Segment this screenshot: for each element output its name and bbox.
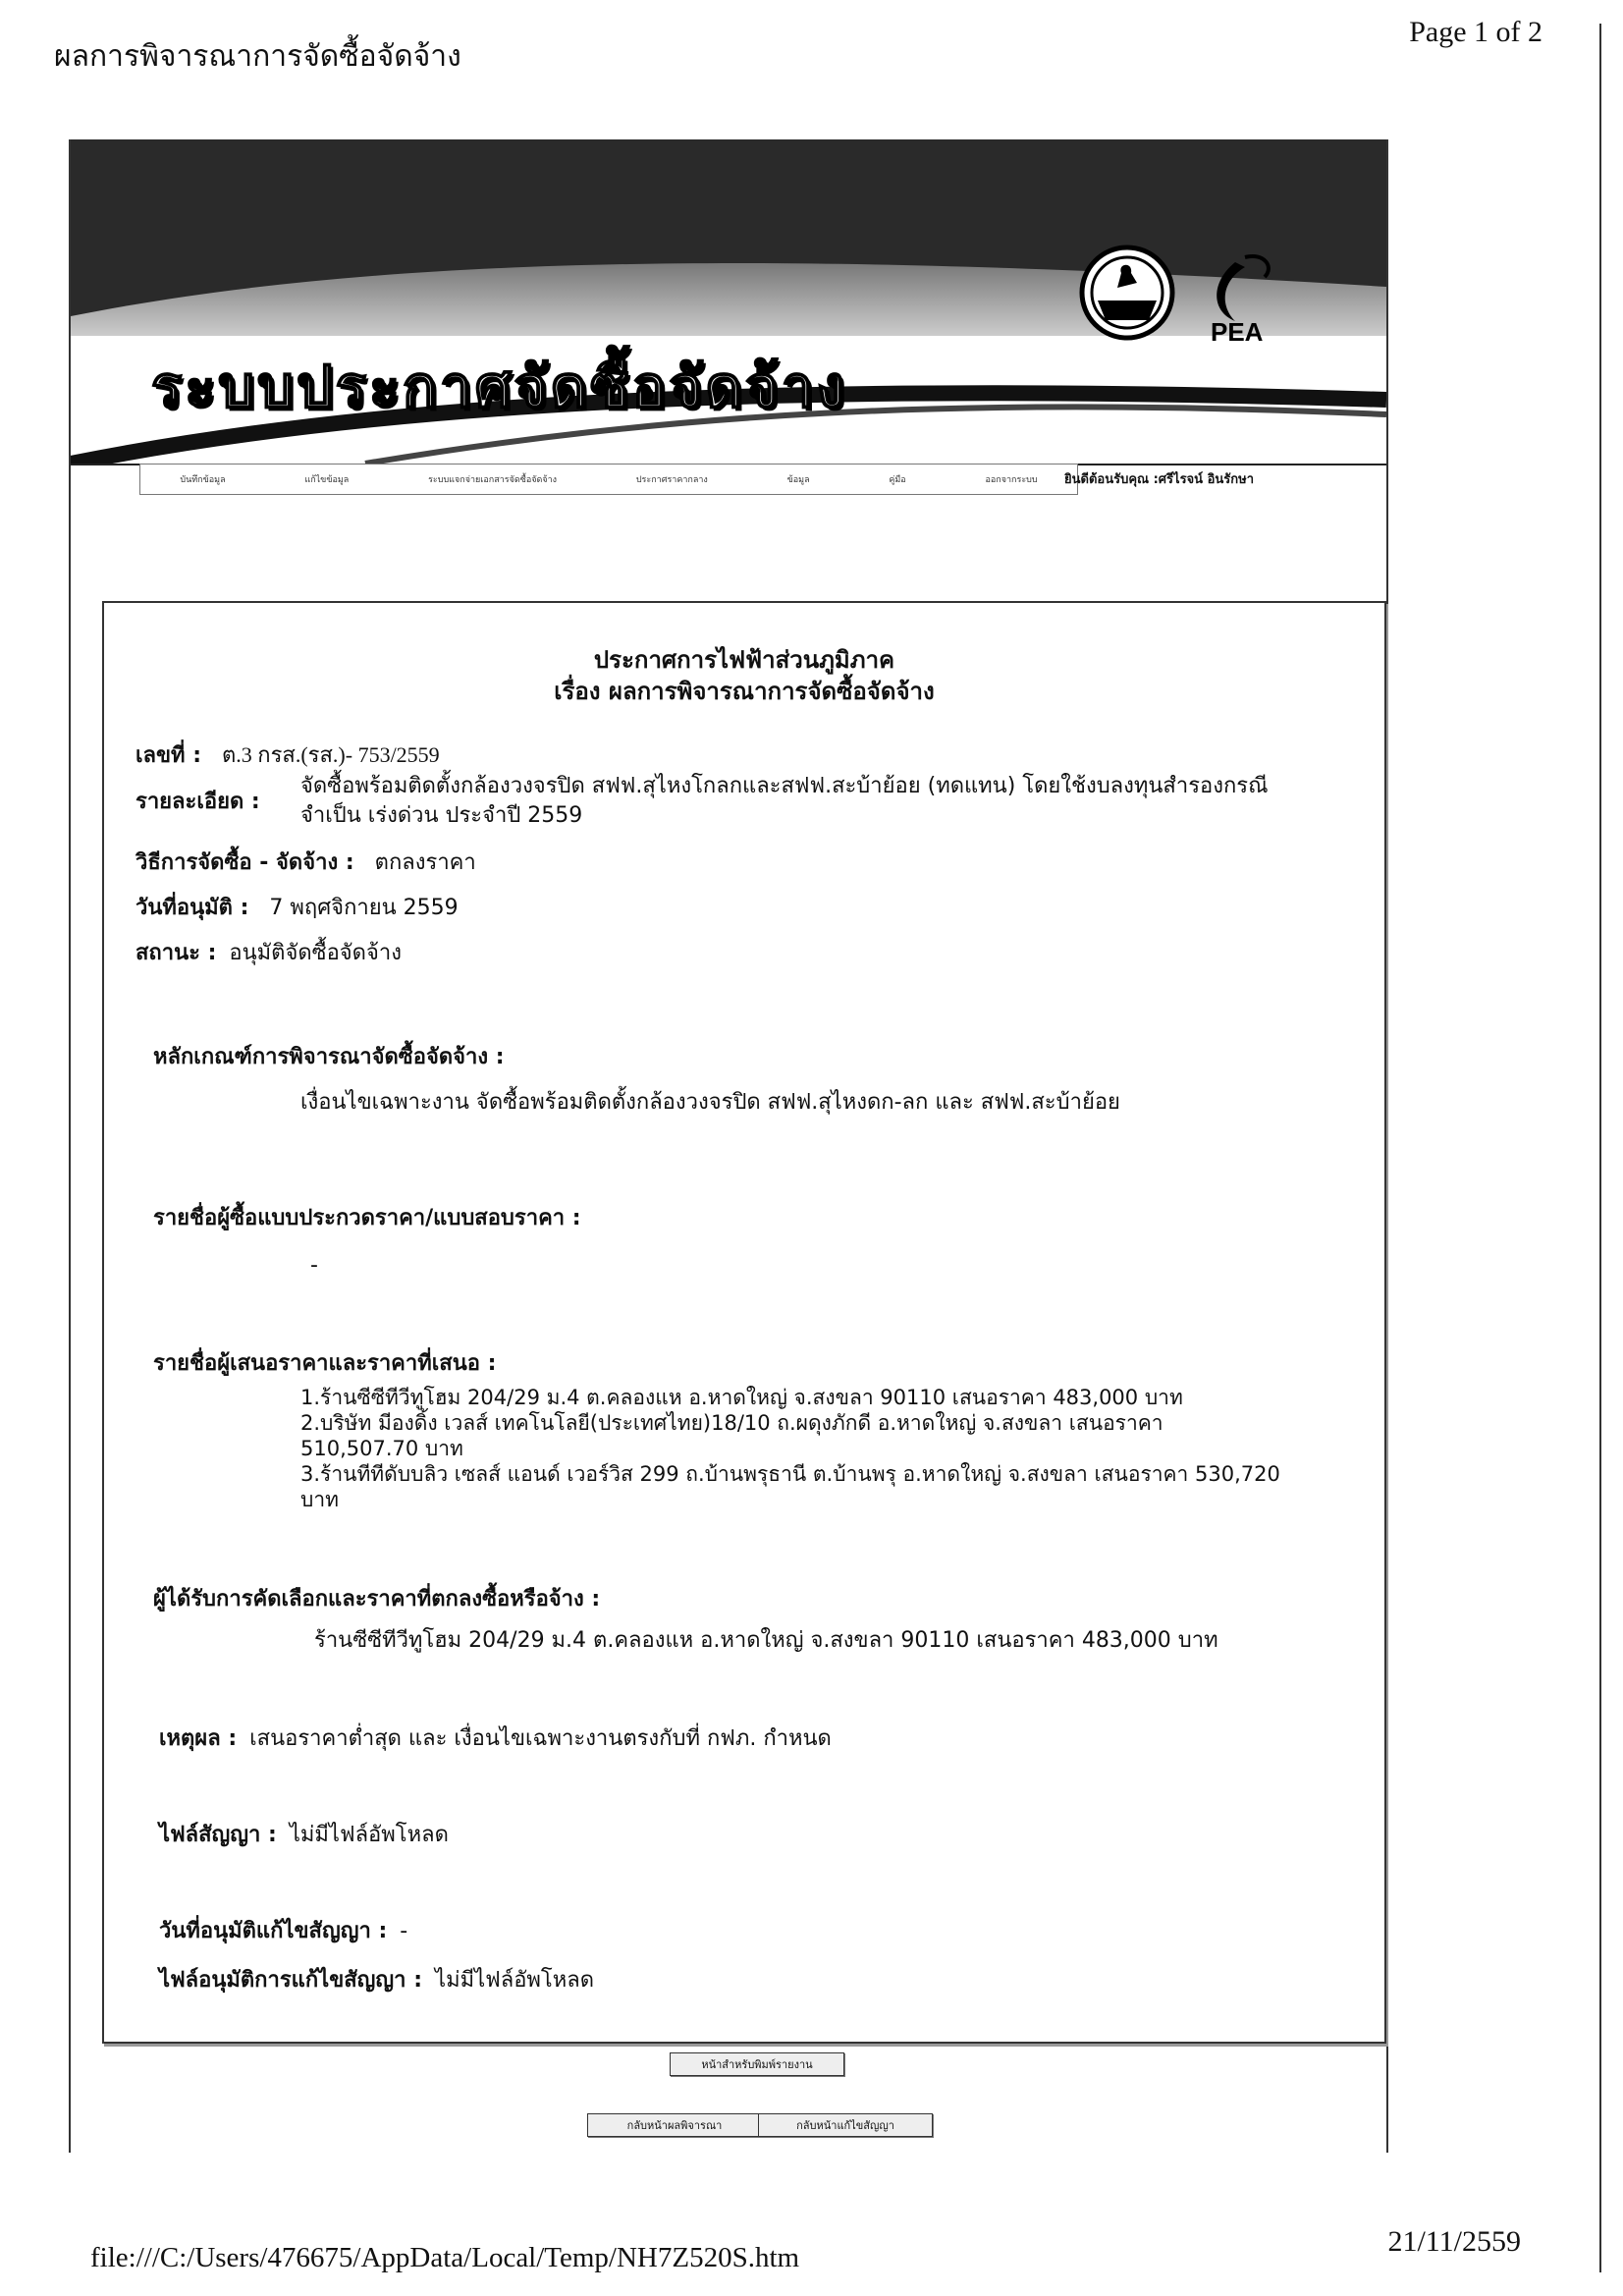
buyers-value: - xyxy=(310,1253,318,1278)
detail-line-1: จัดซื้อพร้อมติดตั้งกล้องวงจรปิด สฟฟ.สุไหงโกลกและสฟฟ.สะบ้าย้อย (ทดแทน) โดยใช้งบลงทุนสำรองกรณี xyxy=(300,774,1269,798)
top-navigation xyxy=(139,464,1078,495)
announcement-subject: เรื่อง ผลการพิจารณาการจัดซื้อจัดจ้าง xyxy=(554,678,935,705)
bidders-label: รายชื่อผู้เสนอราคาและราคาที่เสนอ : xyxy=(153,1351,497,1376)
contract-file-label: ไฟล์สัญญา : xyxy=(159,1823,277,1847)
number-label: เลขที่ : xyxy=(135,743,201,768)
approve-date-value: 7 พฤศจิกายน 2559 xyxy=(269,896,459,920)
reason-value: เสนอราคาต่ำสุด และ เงื่อนไขเฉพาะงานตรงกับที่ กฟภ. กำหนด xyxy=(249,1726,832,1751)
print-report-button[interactable]: หน้าสำหรับพิมพ์รายงาน xyxy=(670,2052,844,2076)
amend-file-row xyxy=(159,1966,594,1995)
status-value: อนุมัติจัดซื้อจัดจ้าง xyxy=(229,941,402,965)
amend-date-value: - xyxy=(400,1919,408,1943)
contract-file-row xyxy=(159,1821,449,1850)
reason-label: เหตุผล : xyxy=(159,1726,238,1751)
amend-file-value: ไม่มีไฟล์อัพโหลด xyxy=(435,1968,594,1993)
status-label: สถานะ : xyxy=(135,941,217,965)
bidders-label-row xyxy=(153,1349,496,1379)
pea-emblem-icon xyxy=(1078,234,1176,352)
amend-file-label: ไฟล์อนุมัติการแก้ไขสัญญา : xyxy=(159,1968,422,1993)
amend-date-label: วันที่อนุมัติแก้ไขสัญญา : xyxy=(159,1919,388,1943)
status-row xyxy=(135,939,402,968)
bidder-1: 1.ร้านซีซีทีวีทูโฮม 204/29 ม.4 ต.คลองแห อ.หาดใหญ่ จ.สงขลา 90110 เสนอราคา 483,000 บาท xyxy=(300,1386,1183,1409)
nav-item-record[interactable]: บันทึกข้อมูล xyxy=(180,475,226,485)
detail-label-row xyxy=(135,788,260,817)
bidders-list xyxy=(300,1385,1371,1512)
browser-page xyxy=(69,139,1388,2153)
method-value: ตกลงราคา xyxy=(374,850,476,875)
method-row xyxy=(135,848,476,878)
method-label: วิธีการจัดซื้อ - จัดจ้าง : xyxy=(135,850,354,875)
banner-title: ระบบประกาศจัดซื้อจัดจ้าง xyxy=(151,354,847,420)
detail-label: รายละเอียด : xyxy=(135,790,260,814)
announcement-panel xyxy=(102,601,1386,2044)
winner-value: ร้านซีซีทีวีทูโฮม 204/29 ม.4 ต.คลองแห อ.หาดใหญ่ จ.สงขลา 90110 เสนอราคา 483,000 บาท xyxy=(314,1628,1218,1653)
nav-item-median-price[interactable]: ประกาศราคากลาง xyxy=(635,475,708,485)
detail-line-2: จำเป็น เร่งด่วน ประจำปี 2559 xyxy=(300,803,583,828)
print-date: 21/11/2559 xyxy=(1387,2225,1521,2258)
number-value: ต.3 กรส.(รส.)- 753/2559 xyxy=(222,742,440,767)
pea-logo-icon xyxy=(1206,243,1284,351)
approve-date-row xyxy=(135,894,459,923)
contract-file-value: ไม่มีไฟล์อัพโหลด xyxy=(289,1823,449,1847)
nav-item-logout[interactable]: ออกจากระบบ xyxy=(985,475,1038,485)
number-row xyxy=(135,740,440,771)
welcome-text: ยินดีต้อนรับคุณ :ศรีไรจน์ อินรักษา xyxy=(1064,472,1255,487)
criteria-value: เงื่อนไขเฉพาะงาน จัดซื้อพร้อมติดตั้งกล้องวงจรปิด สฟฟ.สุไหงดก-ลก และ สฟฟ.สะบ้าย้อย xyxy=(300,1090,1120,1115)
back-to-amend-button[interactable]: กลับหน้าแก้ไขสัญญา xyxy=(758,2113,933,2137)
bidder-2: 2.บริษัท มีองดิ้ง เวลส์ เทคโนโลยี(ประเทศไทย)18/10 ถ.ผดุงภักดี อ.หาดใหญ่ จ.สงขลา เสนอราคา xyxy=(300,1411,1163,1435)
buyers-label: รายชื่อผู้ซื้อแบบประกวดราคา/แบบสอบราคา : xyxy=(153,1206,581,1230)
document-title: ผลการพิจารณาการจัดซื้อจัดจ้าง xyxy=(54,39,461,74)
site-banner xyxy=(71,139,1386,465)
criteria-label-row xyxy=(153,1043,505,1072)
page-edge-line xyxy=(1599,24,1601,2272)
nav-item-manual[interactable]: คู่มือ xyxy=(889,475,906,485)
reason-row xyxy=(159,1724,832,1754)
nav-item-data[interactable]: ข้อมูล xyxy=(786,475,810,485)
criteria-label: หลักเกณฑ์การพิจารณาจัดซื้อจัดจ้าง : xyxy=(153,1045,505,1069)
nav-item-edit[interactable]: แก้ไขข้อมูล xyxy=(304,475,350,485)
winner-label-row xyxy=(153,1585,600,1614)
svg-text:PEA: PEA xyxy=(1211,317,1264,347)
back-to-results-button[interactable]: กลับหน้าผลพิจารณา xyxy=(587,2113,762,2137)
nav-item-distribute[interactable]: ระบบแจกจ่ายเอกสารจัดซื้อจัดจ้าง xyxy=(428,475,558,485)
bidder-3-unit: บาท xyxy=(300,1488,339,1511)
page-number: Page 1 of 2 xyxy=(1409,16,1542,48)
detail-value xyxy=(300,772,1371,831)
amend-date-row xyxy=(159,1917,407,1946)
announcement-header: ประกาศการไฟฟ้าส่วนภูมิภาค xyxy=(593,646,895,674)
winner-label: ผู้ได้รับการคัดเลือกและราคาที่ตกลงซื้อหรือจ้าง : xyxy=(153,1587,601,1612)
bidder-3: 3.ร้านทีทีดับบลิว เซลส์ แอนด์ เวอร์วิส 299 ถ.บ้านพรุธานี ต.บ้านพรุ อ.หาดใหญ่ จ.สงขลา เสนอราคา 530,720 xyxy=(300,1462,1280,1486)
approve-date-label: วันที่อนุมัติ : xyxy=(135,896,249,920)
buyers-label-row xyxy=(153,1204,581,1233)
bidder-2-price: 510,507.70 บาท xyxy=(300,1437,463,1460)
file-url: file:///C:/Users/476675/AppData/Local/Temp/NH7Z520S.htm xyxy=(90,2242,800,2273)
